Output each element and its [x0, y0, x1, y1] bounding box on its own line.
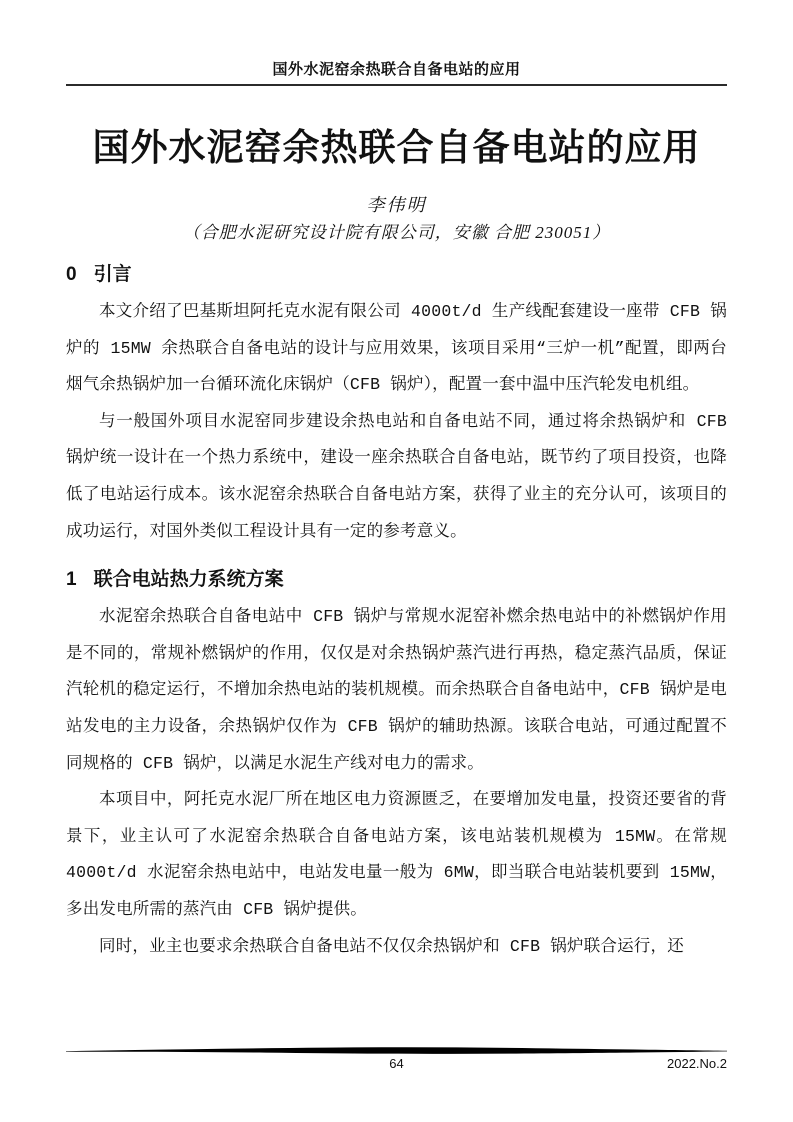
section-title: 联合电站热力系统方案	[93, 569, 284, 591]
section-number: 1	[66, 569, 77, 591]
footer-row	[66, 1056, 727, 1074]
page-title: 国外水泥窑余热联合自备电站的应用	[92, 127, 701, 168]
running-header-title: 国外水泥窑余热联合自备电站的应用	[272, 62, 521, 78]
page-number: 64	[389, 1056, 404, 1071]
section-number: 0	[66, 264, 77, 285]
section-heading-1	[66, 565, 727, 594]
header-rule	[66, 84, 727, 86]
page-content	[66, 0, 727, 965]
author-name: 李伟明	[366, 195, 427, 215]
paragraph: 水泥窑余热联合自备电站中 CFB 锅炉与常规水泥窑补燃余热电站中的补燃锅炉作用是不同的，常规补燃锅炉的作用，仅仅是对余热锅炉蒸汽进行再热，稳定蒸汽品质，保证汽轮机的稳定运行，不增加余热电站的装机规模。而余热联合自备电站中，CFB 锅炉是电站发电的主力设备，余热锅炉仅作为 CFB 锅炉的辅助热源。该联合电站，可通过配置不同规格的 CFB 锅炉，以满足水泥生产线对电力的需求。	[66, 607, 727, 773]
paragraph: 同时，业主也要求余热联合自备电站不仅仅余热锅炉和 CFB 锅炉联合运行，还	[99, 936, 684, 956]
section-title: 引言	[93, 264, 132, 285]
section-heading-0	[66, 260, 727, 289]
paragraph: 本项目中，阿托克水泥厂所在地区电力资源匮乏，在要增加发电量，投资还要省的背景下，业主认可了水泥窑余热联合自备电站方案，该电站装机规模为 15MW。在常规 4000t/d 水泥窑余热电站中，电站发电量一般为 6MW，即当联合电站装机要到 15MW，多出发电所需的蒸汽由 CFB 锅炉提供。	[66, 790, 727, 919]
author-affiliation: （合肥水泥研究设计院有限公司，安徽 合肥 230051）	[182, 223, 611, 242]
page-footer	[66, 1046, 727, 1074]
footer-rule	[66, 1046, 727, 1056]
paragraph: 与一般国外项目水泥窑同步建设余热电站和自备电站不同，通过将余热锅炉和 CFB 锅炉统一设计在一个热力系统中，建设一座余热联合自备电站，既节约了项目投资，也降低了电站运行成本。该水泥窑余热联合自备电站方案，获得了业主的充分认可，该项目的成功运行，对国外类似工程设计具有一定的参考意义。	[66, 411, 727, 541]
issue-label: 2022.No.2	[667, 1056, 727, 1071]
paragraph: 本文介绍了巴基斯坦阿托克水泥有限公司 4000t/d 生产线配套建设一座带 CFB 锅炉的 15MW 余热联合自备电站的设计与应用效果，该项目采用“三炉一机”配置，即两台烟气余热锅炉加一台循环流化床锅炉（CFB 锅炉），配置一套中温中压汽轮发电机组。	[66, 302, 727, 395]
